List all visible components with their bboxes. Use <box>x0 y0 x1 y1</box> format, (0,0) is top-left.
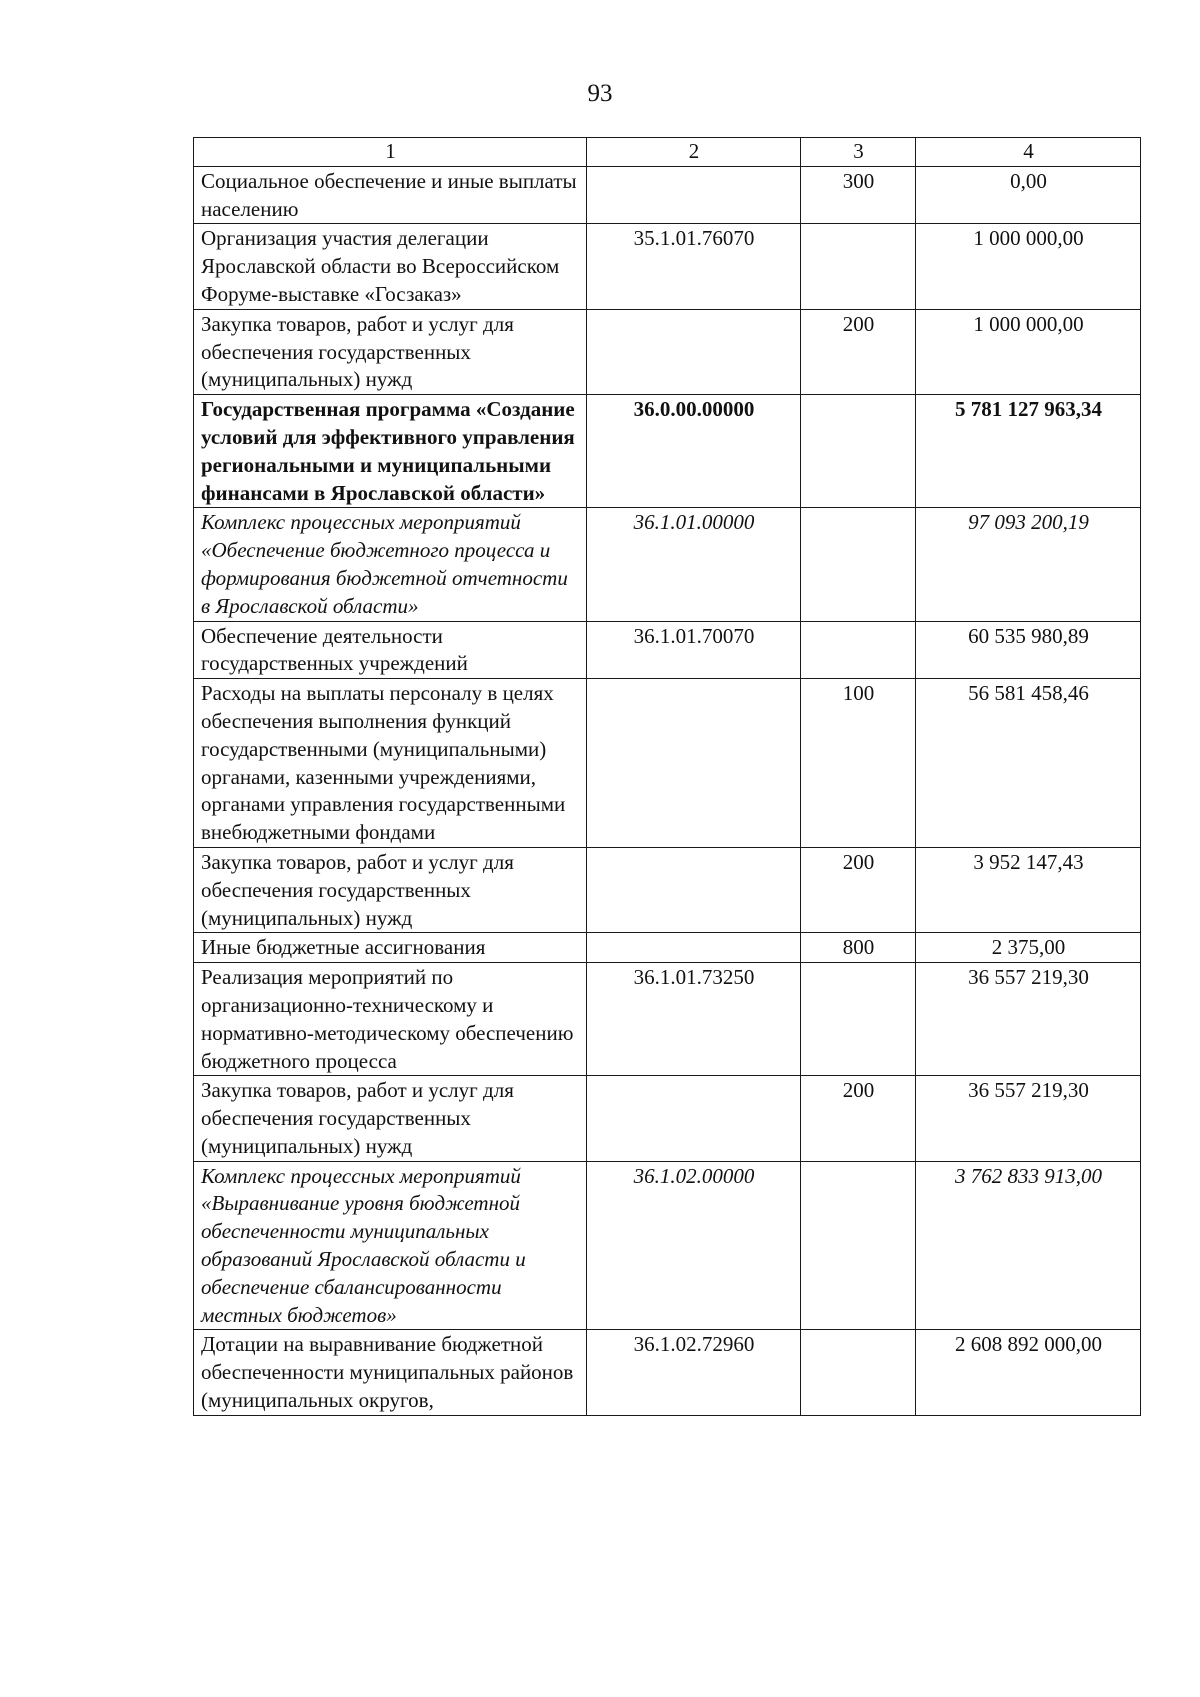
row-expense-type <box>801 508 916 621</box>
row-code: 35.1.01.76070 <box>587 224 801 309</box>
table-row <box>194 1076 1141 1161</box>
row-expense-type <box>801 395 916 508</box>
row-code: 36.1.01.70070 <box>587 621 801 679</box>
row-name: Социальное обеспечение и иные выплаты населению <box>194 166 587 224</box>
row-expense-type <box>801 224 916 309</box>
row-name: Организация участия делегации Ярославской области во Всероссийском Форуме-выставке «Госзаказ» <box>194 224 587 309</box>
row-expense-type: 200 <box>801 309 916 394</box>
row-code <box>587 309 801 394</box>
row-code: 36.1.02.72960 <box>587 1330 801 1415</box>
row-amount: 36 557 219,30 <box>916 963 1141 1076</box>
row-expense-type: 800 <box>801 933 916 963</box>
row-name: Расходы на выплаты персоналу в целях обеспечения выполнения функций государственными (муниципальными) органами, казенными учреждениями, органами управления государственными внебюджетными фондами <box>194 679 587 848</box>
row-expense-type <box>801 1161 916 1330</box>
table-row <box>194 395 1141 508</box>
row-expense-type <box>801 1330 916 1415</box>
row-name: Реализация мероприятий по организационно-техническому и нормативно-методическому обеспечению бюджетного процесса <box>194 963 587 1076</box>
row-amount: 5 781 127 963,34 <box>916 395 1141 508</box>
row-amount: 1 000 000,00 <box>916 309 1141 394</box>
row-name: Закупка товаров, работ и услуг для обеспечения государственных (муниципальных) нужд <box>194 309 587 394</box>
row-expense-type: 200 <box>801 1076 916 1161</box>
row-amount: 3 762 833 913,00 <box>916 1161 1141 1330</box>
table-row <box>194 1161 1141 1330</box>
row-code: 36.0.00.00000 <box>587 395 801 508</box>
row-code: 36.1.01.73250 <box>587 963 801 1076</box>
table-row <box>194 1330 1141 1415</box>
row-name: Комплекс процессных мероприятий «Обеспечение бюджетного процесса и формирования бюджетной отчетности в Ярославской области» <box>194 508 587 621</box>
table-body <box>194 166 1141 1415</box>
table-row <box>194 166 1141 224</box>
row-amount: 3 952 147,43 <box>916 847 1141 932</box>
table-row <box>194 621 1141 679</box>
table-row <box>194 508 1141 621</box>
budget-table <box>193 137 1141 1416</box>
row-amount: 36 557 219,30 <box>916 1076 1141 1161</box>
row-code <box>587 847 801 932</box>
row-amount: 56 581 458,46 <box>916 679 1141 848</box>
table-header <box>194 138 1141 167</box>
row-name: Комплекс процессных мероприятий «Выравнивание уровня бюджетной обеспеченности муниципальных образований Ярославской области и обеспечение сбалансированности местных бюджетов» <box>194 1161 587 1330</box>
row-amount: 60 535 980,89 <box>916 621 1141 679</box>
row-amount: 1 000 000,00 <box>916 224 1141 309</box>
table-row <box>194 933 1141 963</box>
table-row <box>194 847 1141 932</box>
row-code: 36.1.01.00000 <box>587 508 801 621</box>
row-code <box>587 166 801 224</box>
column-header-3: 3 <box>801 138 916 167</box>
row-amount: 0,00 <box>916 166 1141 224</box>
row-expense-type: 100 <box>801 679 916 848</box>
row-code <box>587 933 801 963</box>
row-expense-type <box>801 963 916 1076</box>
column-header-2: 2 <box>587 138 801 167</box>
row-name: Обеспечение деятельности государственных учреждений <box>194 621 587 679</box>
table-row <box>194 309 1141 394</box>
row-code <box>587 679 801 848</box>
row-name: Закупка товаров, работ и услуг для обеспечения государственных (муниципальных) нужд <box>194 847 587 932</box>
header-row <box>194 138 1141 167</box>
page-number: 93 <box>587 80 613 107</box>
row-expense-type: 200 <box>801 847 916 932</box>
table-row <box>194 224 1141 309</box>
column-header-1: 1 <box>194 138 587 167</box>
row-code <box>587 1076 801 1161</box>
row-amount: 97 093 200,19 <box>916 508 1141 621</box>
column-header-4: 4 <box>916 138 1141 167</box>
row-amount: 2 608 892 000,00 <box>916 1330 1141 1415</box>
table-row <box>194 963 1141 1076</box>
row-expense-type: 300 <box>801 166 916 224</box>
row-name: Закупка товаров, работ и услуг для обеспечения государственных (муниципальных) нужд <box>194 1076 587 1161</box>
row-code: 36.1.02.00000 <box>587 1161 801 1330</box>
row-name: Государственная программа «Создание условий для эффективного управления региональными и муниципальными финансами в Ярославской области» <box>194 395 587 508</box>
row-name: Иные бюджетные ассигнования <box>194 933 587 963</box>
row-name: Дотации на выравнивание бюджетной обеспеченности муниципальных районов (муниципальных округов, <box>194 1330 587 1415</box>
row-expense-type <box>801 621 916 679</box>
row-amount: 2 375,00 <box>916 933 1141 963</box>
table-row <box>194 679 1141 848</box>
